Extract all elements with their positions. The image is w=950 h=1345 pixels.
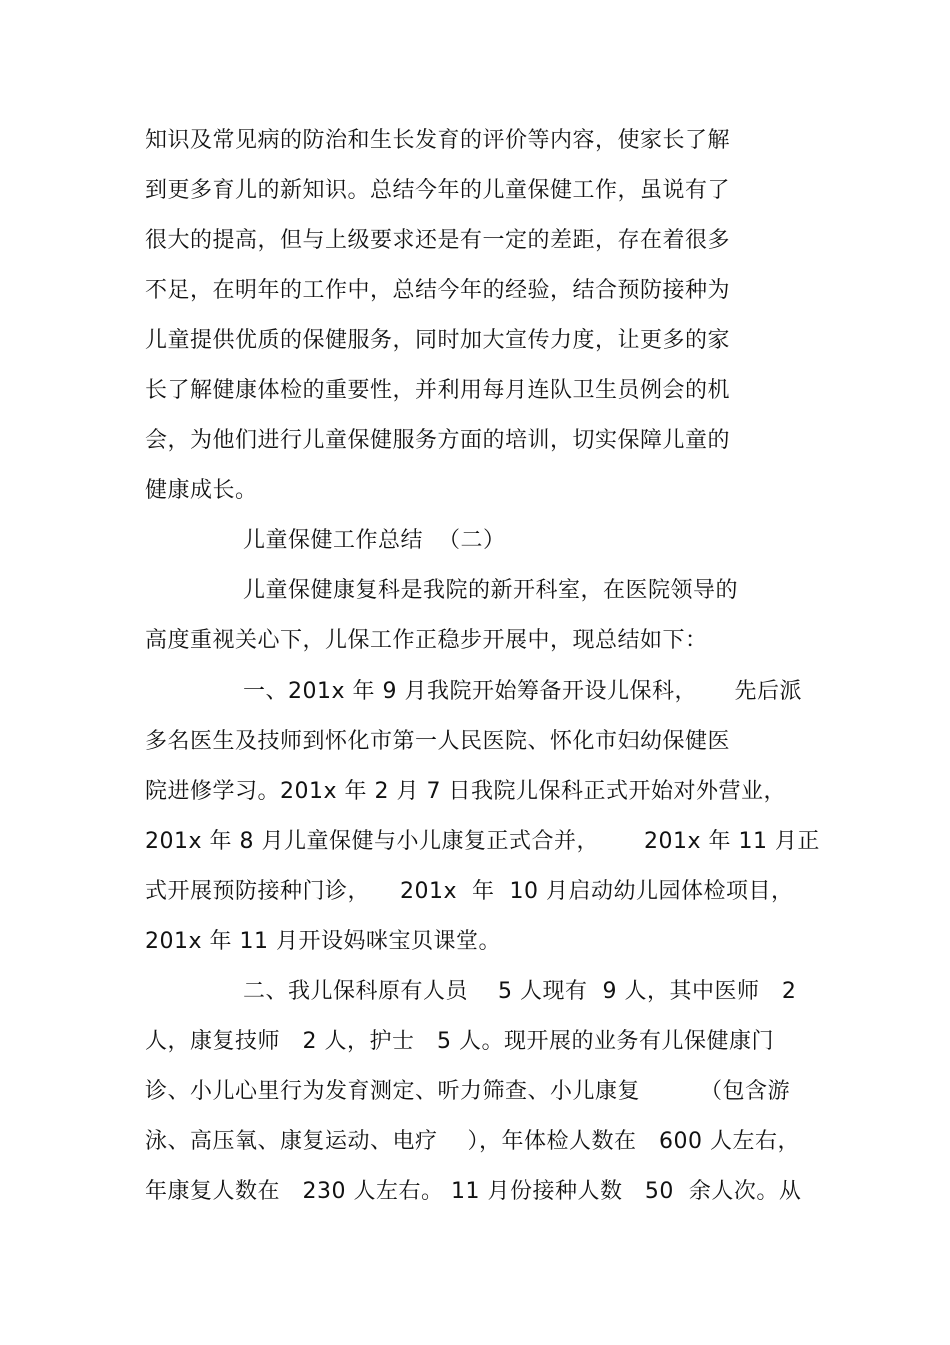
text-line: 不足，在明年的工作中，总结今年的经验，结合预防接种为 [145,278,731,303]
text-line: 儿童提供优质的保健服务，同时加大宣传力度，让更多的家 [145,328,731,353]
text-line: 201x 年 11 月开设妈咪宝贝课堂。 [145,929,501,954]
text-line: 式开展预防接种门诊， 201x 年 10 月启动幼儿园体检项目， [145,879,794,904]
text-line: 二、我儿保科原有人员 5 人现有 9 人，其中医师 2 [243,979,797,1004]
text-line: 多名医生及技师到怀化市第一人民医院、怀化市妇幼保健医 [145,729,731,754]
text-line: 会，为他们进行儿童保健服务方面的培训，切实保障儿童的 [145,428,731,453]
text-line: 儿童保健康复科是我院的新开科室，在医院领导的 [243,578,739,603]
text-line: 人，康复技师 2 人，护士 5 人。现开展的业务有儿保健康门 [145,1029,774,1054]
text-line: 知识及常见病的防治和生长发育的评价等内容，使家长了解 [145,128,731,153]
text-line: 201x 年 8 月儿童保健与小儿康复正式合并， 201x 年 11 月正 [145,829,820,854]
text-line: 长了解健康体检的重要性，并利用每月连队卫生员例会的机 [145,378,731,403]
text-line: 院进修学习。201x 年 2 月 7 日我院儿保科正式开始对外营业， [145,779,786,804]
text-line: 年康复人数在 230 人左右。 11 月份接种人数 50 余人次。从 [145,1179,802,1204]
text-line: 一、201x 年 9 月我院开始筹备开设儿保科， 先后派 [243,679,802,704]
text-line: 诊、小儿心里行为发育测定、听力筛查、小儿康复 （包含游 [145,1079,790,1104]
text-line: 健康成长。 [145,478,258,503]
section-heading: 儿童保健工作总结 （二） [243,528,506,553]
text-line: 到更多育儿的新知识。总结今年的儿童保健工作，虽说有了 [145,178,731,203]
text-line: 高度重视关心下，儿保工作正稳步开展中，现总结如下： [145,628,708,653]
text-line: 很大的提高，但与上级要求还是有一定的差距，存在着很多 [145,228,731,253]
text-line: 泳、高压氧、康复运动、电疗 ），年体检人数在 600 人左右， [145,1129,800,1154]
